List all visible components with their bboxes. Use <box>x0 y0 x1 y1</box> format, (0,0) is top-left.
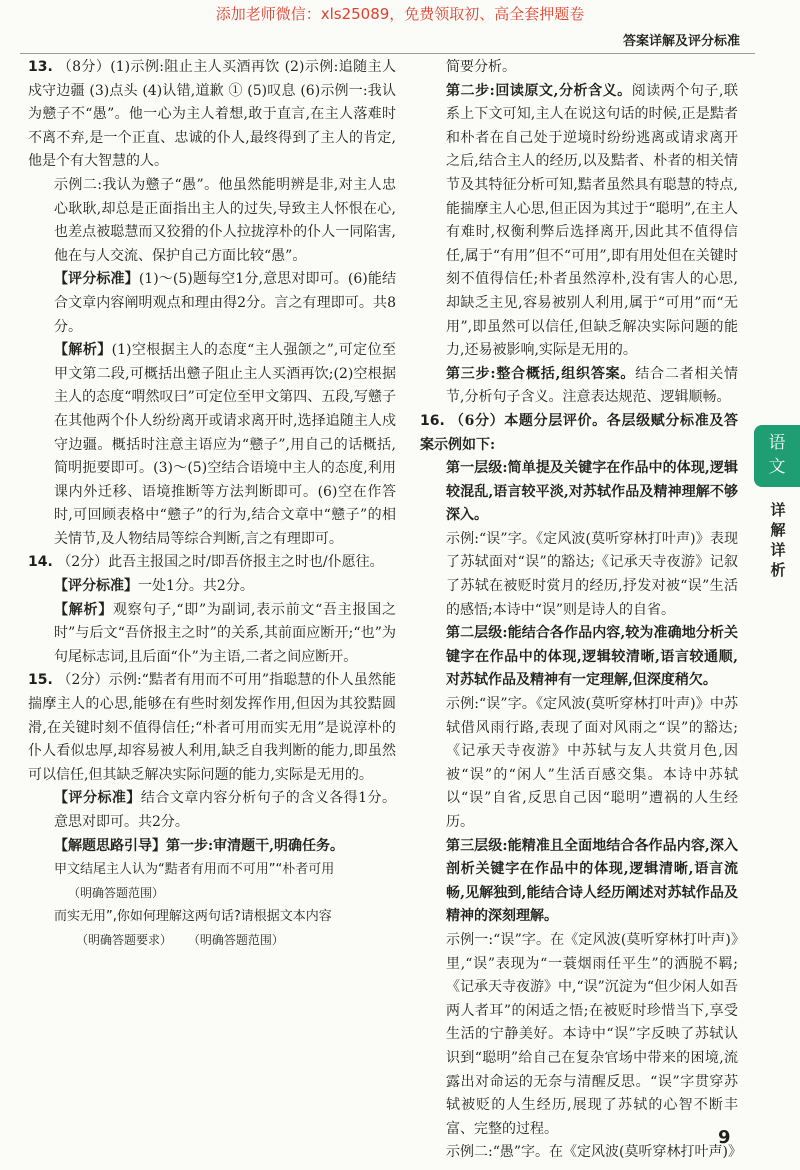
q13-example2: 示例二:我认为戆子“愚”。他虽然能明辨是非,对主人忠心耿耿,却总是正面指出主人的过失,导致主人怀恨在心,也差点被聪慧而又狡猾的仆人拉拢淳朴的仆人一同陷害,他在与人交流、保护自己方面比较“愚”。 <box>54 176 396 264</box>
analysis-tag: 【解析】 <box>54 342 112 359</box>
handwritten-note-2: （明确答题要求） （明确答题范围） <box>76 932 284 947</box>
level2-title: 第二层级:能结合各作品内容,较为准确地分析关键字在作品中的体现,逻辑较清晰,语言较通顺,对苏轼作品及精神有一定理解,但深度稍欠。 <box>446 625 738 689</box>
subject-tab <box>754 425 800 487</box>
subject-tab-char: 语 <box>768 433 786 453</box>
level1-example: 示例:“误”字。《定风波(莫听穿林打叶声)》表现了苏轼面对“误”的豁达;《记承天寺夜游》记叙了苏轼在被贬时赏月的经历,抒发对被“误”生活的感悟;本诗中“误”则是诗人的自省。 <box>446 530 738 618</box>
section-label <box>768 500 788 580</box>
q15-guide <box>28 835 396 859</box>
level3-title: 第三层级:能精准且全面地结合各作品内容,深入剖析关键字在作品中的体现,逻辑清晰,语言流畅,见解独到,能结合诗人经历阐述对苏轼作品及精神的深刻理解。 <box>446 837 738 925</box>
score-tag: 【评分标准】 <box>54 790 141 807</box>
score-text: 结合文章内容分析句子的含义各得1分。意思对即可。共2分。 <box>54 790 397 830</box>
analysis-text: (1)空根据主人的态度“主人强颌之”,可定位至甲文第二段,可概括出戆子阻止主人买酒再饮;(2)空根据主人的态度“喟然叹曰”可定位至甲文第四、五段,写戆子在其他两个仆人纷纷离开或请求离开时,选择追随主人戍守边疆。概括时注意主语应为“戆子”,用自己的话概括,简明扼要即可。(3)～(5)空结合语境中主人的态度,利用课内外迁移、语境推断等方法判断即可。(6)空在作答时,可回顾表格中“戆子”的行为,结合文章中“戆子”的相关情节,及人物结局等综合判断,言之有理即可。 <box>54 342 396 547</box>
section-label-char: 析 <box>770 561 786 579</box>
score-text: 一处1分。共2分。 <box>138 578 254 595</box>
page-number: 9 <box>718 1127 731 1148</box>
subject-tab-char: 文 <box>768 457 786 477</box>
q15-continued: 简要分析。 <box>446 59 516 75</box>
level1-title: 第一层级:简单提及关键字在作品中的体现,逻辑较混乱,语言较平淡,对苏轼作品及精神理解不够深入。 <box>446 460 738 524</box>
score-text: (1)～(5)题每空1分,意思对即可。(6)能结合文章内容阐明观点和理由得2分。言之有理即可。共8分。 <box>54 271 396 335</box>
q14-analysis <box>28 599 396 670</box>
q14-score <box>28 575 396 599</box>
q13-answer <box>28 56 396 174</box>
score-tag: 【评分标准】 <box>54 578 138 595</box>
score-tag: 【评分标准】 <box>54 271 139 288</box>
analysis-text: 观察句子,“即”为副词,表示前文“吾主报国之时”与后文“吾侪报主之时”的关系,其前面应断开;“也”为句尾标志词,且后面“仆”为主语,二者之间应断开。 <box>54 601 396 665</box>
q16-answer <box>420 410 738 457</box>
q13-number: 13. <box>28 59 53 75</box>
left-column <box>28 56 396 953</box>
handwritten-note-1: （明确答题范围） <box>68 885 165 900</box>
watermark-banner: 添加老师微信：xls25089，免费领取初、高全套押题卷 <box>215 5 585 23</box>
q15-answer <box>28 669 396 787</box>
step3 <box>420 363 738 410</box>
step3-tag: 第三步:整合概括,组织答案。 <box>446 365 636 382</box>
header-title: 答案详解及评分标准 <box>622 34 740 49</box>
q14-number: 14. <box>28 554 53 571</box>
guide-tag: 【解题思路引导】 <box>54 837 166 854</box>
analysis-tag: 【解析】 <box>54 601 113 618</box>
q13-body: （8分）(1)示例:阻止主人买酒再饮 (2)示例:追随主人戍守边疆 (3)点头 (4)认错,道歉 ① (5)叹息 (6)示例一:我认为戆子不“愚”。他一心为主人着想,敢于直言,在主人落难时不离不弃,是一个正直、忠诚的仆人,最终得到了主人的肯定,他是个有大智慧的人。 <box>28 59 397 170</box>
q16-number: 16. <box>420 412 445 429</box>
q13-score <box>28 268 396 339</box>
right-column <box>420 56 742 1165</box>
handwritten-line-1: 甲文结尾主人认为“黠者有用而不可用”“朴者可用 <box>54 862 335 878</box>
section-label-char: 详 <box>770 501 786 519</box>
header-divider <box>20 53 755 54</box>
level3-example: 示例一:“误”字。在《定风波(莫听穿林打叶声)》里,“误”表现为“一蓑烟雨任平生”的洒脱不羁;《记承天寺夜游》中,“误”沉淀为“但少闲人如吾两人者耳”的闲适之悟;在被贬时珍惜当下,享受生活的宁静美好。本诗中“误”字反映了苏轼认识到“聪明”给自己在复杂官场中带来的困境,流露出对命运的无奈与清醒反思。“误”字贯穿苏轼被贬的人生经历,展现了苏轼的心智不断丰富、完整的过程。 <box>446 931 738 1137</box>
q15-score <box>28 787 396 834</box>
level2-example: 示例:“误”字。《定风波(莫听穿林打叶声)》中苏轼借风雨行路,表现了面对风雨之“误”的豁达;《记承天寺夜游》中苏轼与友人共赏月色,因被“误”的“闲人”生活百感交集。本诗中苏轼以“误”自省,反思自己因“聪明”遭祸的人生经历。 <box>446 696 738 830</box>
q13-analysis <box>28 339 396 551</box>
q14-answer <box>28 551 396 575</box>
step2-text: 阅读两个句子,联系上下文可知,主人在说这句话的时候,正是黠者和朴者在自己处于逆境时纷纷逃离或请求离开之后,结合主人的经历,以及黠者、朴者的相关情节及其特征分析可知,黠者虽然具有聪慧的特点,能揣摩主人心思,但正因为其过于“聪明”,在主人有难时,权衡利弊后选择离开,因此其不值得信任,属于“有用”但不“可用”,即有用处但在关键时刻不值得信任;朴者虽然淳朴,没有害人的心思,却缺乏主见,容易被别人利用,属于“可用”而“无用”,即虽然可以信任,但缺乏解决实际问题的能力,还易被影响,实际是无用的。 <box>446 82 739 359</box>
guide-step1: 第一步:审清题干,明确任务。 <box>166 837 345 854</box>
section-label-char: 解 <box>770 521 786 539</box>
section-label-char: 详 <box>770 541 786 559</box>
step2-tag: 第二步:回读原文,分析含义。 <box>446 82 632 99</box>
step3-text: 结合二者相关情节,分析句子含义。注意表达规范、逻辑顺畅。 <box>446 365 739 406</box>
q15-number: 15. <box>28 672 53 689</box>
level3-example2: 示例二:“愚”字。在《定风波(莫听穿林打叶声)》 <box>446 1144 742 1161</box>
handwritten-line-2: 而实无用”,你如何理解这两句话?请根据文本内容 <box>54 909 332 925</box>
q14-body: （2分）此吾主报国之时/即吾侪报主之时也/仆愿往。 <box>57 554 384 571</box>
step2 <box>420 80 738 363</box>
q15-body: （2分）示例:“黠者有用而不可用”指聪慧的仆人虽然能揣摩主人的心思,能够在有些时刻发挥作用,但因为其狡黠圆滑,在关键时刻不值得信任;“朴者可用而实无用”是说淳朴的仆人看似忠厚,却容易被人利用,缺乏自我判断的能力,即虽然可以信任,但其缺乏解决实际问题的能力,实际是无用的。 <box>28 672 396 783</box>
q16-intro: （6分）本题分层评价。各层级赋分标准及答案示例如下: <box>420 412 738 453</box>
